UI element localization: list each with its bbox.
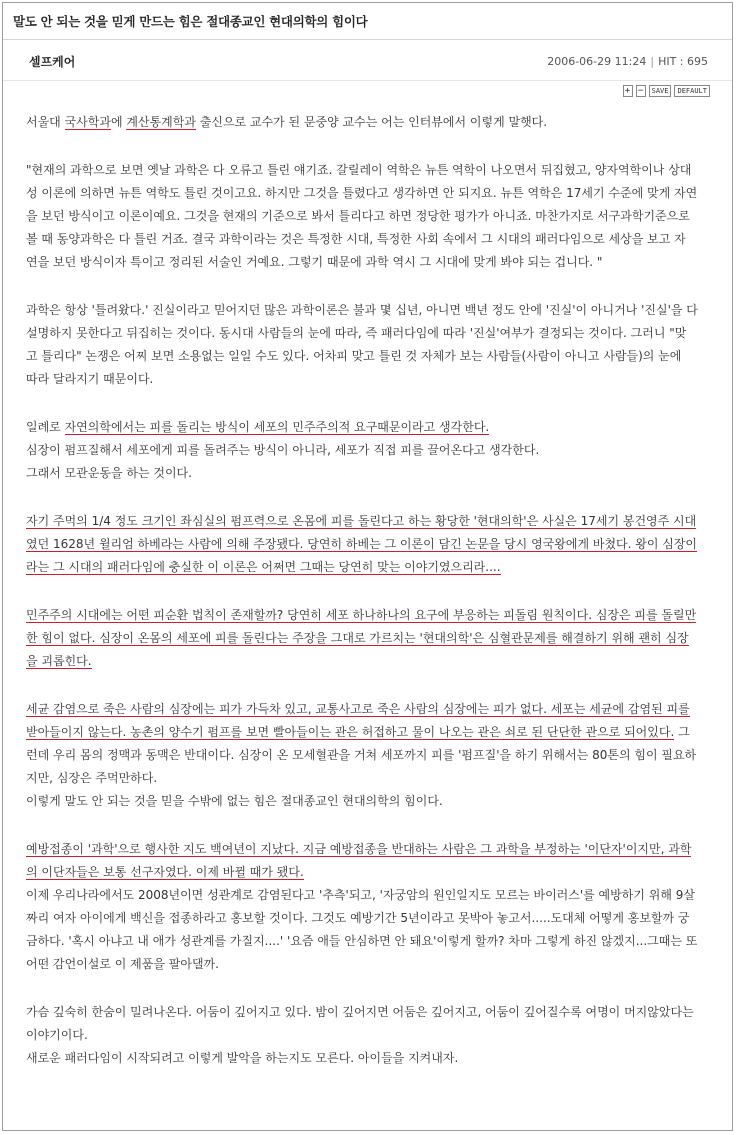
- paragraph-7: [26, 698, 712, 813]
- underlined-text: 지금 예방접종을 반대하는 사람은 그 과학을 부정하는 '이단자'이지만, 과학: [298, 842, 692, 856]
- underlined-text: 세균 감염으로 죽은 사람의 심장에는 피가 가득차 있고, 교통사고로 죽은 사람의 심장에는 피가 없다. 세포는 세균에 감염된 피를: [26, 702, 690, 716]
- text-line: 지만, 심장은 주먹만하다.: [26, 771, 158, 785]
- text-line: 짜리 여자 아이에게 백신을 접종하라고 홍보할 것이다. 그것도 예방기간 5년이라고 못박아 놓고서.....도대체 어떻게 홍보할까 궁: [26, 911, 690, 925]
- text-line: [26, 556, 712, 579]
- text-line: [26, 861, 712, 884]
- underlined-text: 민주주의 시대에는 어떤 피순환 법칙이 존재할까? 당연히 세포 하나하나의 요구에 부응하는 피돌림 원칙이다. 심장은 피를 돌릴만: [26, 608, 697, 622]
- p1-mid: 에: [110, 115, 127, 129]
- p1-prefix: 서울대: [26, 115, 65, 129]
- text-line: 연을 보던 방식이자 특이고 정리된 서술인 거예요. 그렇기 때문에 과학 역시 그 시대에 맞게 봐야 되는 겁니다. ": [26, 255, 603, 269]
- font-tools: [3, 81, 732, 97]
- text-line: 볼 때 동양과학은 다 틀린 거죠. 결국 과학이라는 것은 특정한 시대, 특정한 사회 속에서 그 시대의 패러다임으로 세상을 보고 자: [26, 232, 686, 246]
- text-line: 성 이론에 의하면 뉴튼 역학도 틀린 것이고요. 하지만 그것을 틀렸다고 생각하면 안 되지요. 뉴튼 역학은 17세기 수준에 맞게 자연: [26, 186, 698, 200]
- text-line: [26, 838, 712, 861]
- text-line: 을 보던 방식이고 이론이예요. 그것을 현재의 기준으로 봐서 틀리다고 하면 정당한 평가가 아니죠. 마찬가지로 서구과학기준으로: [26, 209, 690, 223]
- underlined-text: 였던 1628년 윌리엄 하베라는 사람에 의해 주장됐다. 당연히 하베는 그 이론이 담긴 논문을 당시 영국왕에게 바쳤다. 왕이 심장이: [26, 537, 698, 551]
- text-line: 설명하지 못한다고 뒤집히는 것이다. 동시대 사람들의 눈에 따라, 즉 패러다임에 따라 '진실'여부가 결정되는 것이다. 그러니 "맞: [26, 326, 687, 340]
- text-line: 이렇게 말도 안 되는 것을 믿을 수밖에 없는 힘은 절대종교인 현대의학의 힘이다.: [26, 794, 443, 808]
- meta-separator: |: [650, 54, 655, 68]
- paragraph-4: [26, 416, 712, 485]
- text-line: 런데 우리 몸의 정맥과 동맥은 반대이다. 심장이 온 모세혈관을 거쳐 세포까지 피를 '펌프질'을 하기 위해서는 80톤의 힘이 필요하: [26, 748, 697, 762]
- font-increase-button[interactable]: +: [623, 85, 633, 97]
- link-history-dept[interactable]: 국사학과: [64, 115, 111, 129]
- paragraph-3: [26, 299, 712, 391]
- underlined-text: 라는 그 시대의 패러다임에 충실한 이 이론은 어쩌면 그때는 당연히 맞는 이야기였으리라....: [26, 560, 501, 574]
- underlined-text: 받아들이지 않는다. 농촌의 양수기 펌프를 보면 빨아들이는 관은 허접하고 물이 나오는 관은 쇠로 된 단단한 관으로 되어있다.: [26, 725, 675, 739]
- text-line: 어떤 감언이설로 이 제품을 팔아댈까.: [26, 957, 219, 971]
- p4-prefix: 일례로: [26, 420, 65, 434]
- text-line: 이야기이다.: [26, 1028, 88, 1042]
- paragraph-9: [26, 1001, 712, 1070]
- text-line: 금하다. '혹시 아냐고 내 애가 성관계를 가질지....' '요즘 애들 안심하면 안 돼요'이렇게 할까? 차마 그렇게 하진 않겠지...그때는 또: [26, 934, 698, 948]
- text-line: 이제 우리나라에서도 2008년이면 성관계로 감염된다고 '추측'되고, '자궁암의 원인일지도 모르는 바이러스'를 예방하기 위해 9살: [26, 888, 695, 902]
- paragraph-5: [26, 510, 712, 579]
- default-font-button[interactable]: DEFAULT: [674, 85, 710, 97]
- underlined-text: 자연의학에서는 피를 돌리는 방식이 세포의 민주주의적 요구때문이라고 생각한다.: [64, 420, 490, 434]
- underlined-text: 한 힘이 없다. 심장이 온몸의 세포에 피를 돌린다는 주장을 그대로 가르치는 '현대의학'은 심혈관문제를 해결하기 위해 괜히 심장: [26, 631, 689, 645]
- post-datetime: 2006-06-29 11:24: [547, 54, 647, 68]
- title-bar: [3, 3, 732, 40]
- text-line: [26, 698, 712, 721]
- text-line: 과학은 항상 '틀려왔다.' 진실이라고 믿어지던 많은 과학이론은 불과 몇 십년, 아니면 백년 정도 안에 '진실'이 아니거나 '진실'을 다: [26, 303, 698, 317]
- text-line: "현재의 과학으로 보면 옛날 과학은 다 오류고 틀린 얘기죠. 갈릴레이 역학은 뉴튼 역학이 나오면서 뒤집혔고, 양자역학이나 상대: [26, 163, 692, 177]
- post-title: 말도 안 되는 것을 믿게 만드는 힘은 절대종교인 현대의학의 힘이다: [13, 14, 368, 29]
- paragraph-6: [26, 604, 712, 673]
- post-hit-count: HIT : 695: [658, 54, 708, 68]
- paragraph-1: [26, 111, 712, 134]
- p7-rest: 그: [674, 725, 690, 739]
- text-line: [26, 627, 712, 650]
- font-decrease-button[interactable]: −: [636, 85, 646, 97]
- paragraph-8: [26, 838, 712, 976]
- p1-rest: 출신으로 교수가 된 문중양 교수는 어는 인터뷰에서 이렇게 말햇다.: [195, 115, 548, 129]
- text-line: [26, 416, 712, 439]
- underlined-text: 예방접종이 '과학'으로 행사한 지도 백여년이 지났다.: [26, 842, 299, 856]
- text-line: 새로운 패러다임이 시작되려고 이렇게 발악을 하는지도 모른다. 아이들을 지켜내자.: [26, 1051, 459, 1065]
- underlined-text: 의 이단자들은 보통 선구자였다. 이제 바뀔 때가 됐다.: [26, 865, 304, 879]
- text-line: 심장이 펌프질해서 세포에게 피를 돌려주는 방식이 아니라, 세포가 직접 피를 끌어온다고 생각한다.: [26, 443, 540, 457]
- text-line: 그래서 모관운동을 하는 것이다.: [26, 466, 192, 480]
- text-line: 가슴 깊숙히 한숨이 밀려나온다. 어둠이 깊어지고 있다. 밤이 깊어지면 어둠은 깊어지고, 어둠이 깊어질수록 여명이 머지않았다는: [26, 1005, 694, 1019]
- meta-row: [3, 42, 732, 81]
- text-line: 고 틀리다" 논쟁은 어찌 보면 소용없는 일일 수도 있다. 어차피 맞고 틀린 것 자체가 보는 사람들(사람이 아니고 사람들)의 눈에: [26, 349, 682, 363]
- post-author[interactable]: 셀프케어: [29, 54, 76, 69]
- text-line: [26, 533, 712, 556]
- underlined-text: 자기 주먹의 1/4 정도 크기인 좌심실의 펌프력으로 온몸에 피를 돌린다고 하는 황당한 '현대의학'은 사실은 17세기 봉건영주 시대: [26, 514, 697, 528]
- text-line: [26, 721, 712, 744]
- link-statistics-dept[interactable]: 계산통계학과: [126, 115, 196, 129]
- text-line: [26, 650, 712, 673]
- save-font-button[interactable]: SAVE: [649, 85, 672, 97]
- underlined-text: 을 괴롭힌다.: [26, 654, 92, 668]
- post-frame: [2, 2, 733, 1131]
- paragraph-2: [26, 159, 712, 274]
- text-line: [26, 510, 712, 533]
- text-line: [26, 604, 712, 627]
- text-line: 따라 달라지기 때문이다.: [26, 372, 154, 386]
- post-meta: [547, 55, 708, 68]
- post-body: [3, 97, 732, 1070]
